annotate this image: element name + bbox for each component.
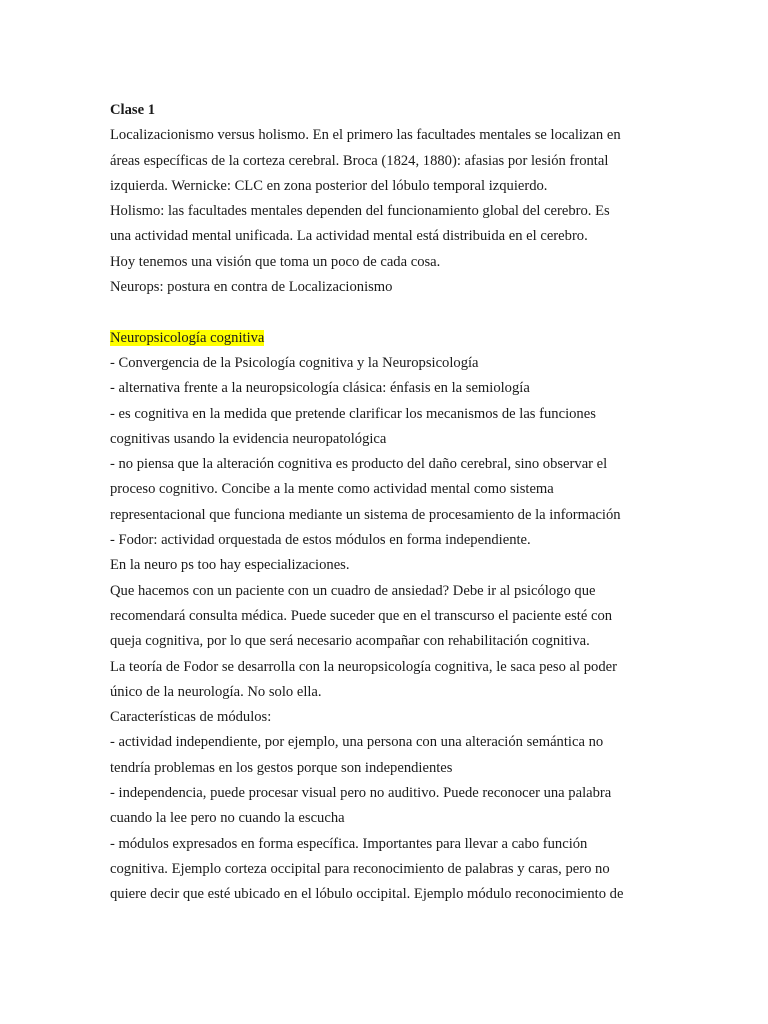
intro-line: Hoy tenemos una visión que toma un poco de cada cosa.: [110, 253, 441, 270]
body-line: único de la neurología. No solo ella.: [110, 683, 322, 700]
body-line: - Convergencia de la Psicología cognitiva y la Neuropsicología: [110, 354, 479, 371]
intro-line: áreas específicas de la corteza cerebral. Broca (1824, 1880): afasias por lesión frontal: [110, 152, 609, 169]
intro-line: una actividad mental unificada. La actividad mental está distribuida en el cerebro.: [110, 228, 588, 245]
body-line: queja cognitiva, por lo que será necesario acompañar con rehabilitación cognitiva.: [110, 633, 590, 650]
body-line: - Fodor: actividad orquestada de estos módulos en forma independiente.: [110, 532, 531, 549]
intro-line: Holismo: las facultades mentales dependen del funcionamiento global del cerebro. Es: [110, 203, 610, 220]
body-line: - es cognitiva en la medida que pretende clarificar los mecanismos de las funciones: [110, 405, 596, 422]
document-body: [110, 98, 670, 908]
body-line: proceso cognitivo. Concibe a la mente como actividad mental como sistema: [110, 481, 554, 498]
intro-line: Neurops: postura en contra de Localizacionismo: [110, 279, 393, 296]
paragraph-spacer: [110, 300, 670, 325]
body-line: tendría problemas en los gestos porque son independientes: [110, 759, 453, 776]
body-line: Que hacemos con un paciente con un cuadro de ansiedad? Debe ir al psicólogo que: [110, 582, 596, 599]
body-line: La teoría de Fodor se desarrolla con la neuropsicología cognitiva, le saca peso al poder: [110, 658, 617, 675]
intro-line: Localizacionismo versus holismo. En el primero las facultades mentales se localizan en: [110, 127, 621, 144]
document-heading: Clase 1: [110, 102, 155, 118]
body-line: - independencia, puede procesar visual pero no auditivo. Puede reconocer una palabra: [110, 785, 612, 802]
body-line: cognitiva. Ejemplo corteza occipital para reconocimiento de palabras y caras, pero no: [110, 860, 610, 877]
intro-line: izquierda. Wernicke: CLC en zona posterior del lóbulo temporal izquierdo.: [110, 177, 548, 194]
body-line: cognitivas usando la evidencia neuropatológica: [110, 430, 387, 447]
body-line: - módulos expresados en forma específica. Importantes para llevar a cabo función: [110, 835, 588, 852]
body-line: En la neuro ps too hay especializaciones.: [110, 557, 350, 574]
body-line: recomendará consulta médica. Puede suceder que en el transcurso el paciente esté con: [110, 607, 613, 624]
body-line: - actividad independiente, por ejemplo, una persona con una alteración semántica no: [110, 734, 604, 751]
body-line: - alternativa frente a la neuropsicología clásica: énfasis en la semiología: [110, 380, 530, 397]
body-line: Características de módulos:: [110, 709, 272, 726]
body-line: quiere decir que esté ubicado en el lóbulo occipital. Ejemplo módulo reconocimiento de: [110, 886, 624, 903]
section-title-line: [110, 326, 670, 351]
section-title-highlighted: Neuropsicología cognitiva: [110, 329, 265, 346]
body-line: - no piensa que la alteración cognitiva es producto del daño cerebral, sino observar el: [110, 456, 608, 473]
body-line: representacional que funciona mediante un sistema de procesamiento de la información: [110, 506, 621, 523]
body-line: cuando la lee pero no cuando la escucha: [110, 810, 345, 827]
